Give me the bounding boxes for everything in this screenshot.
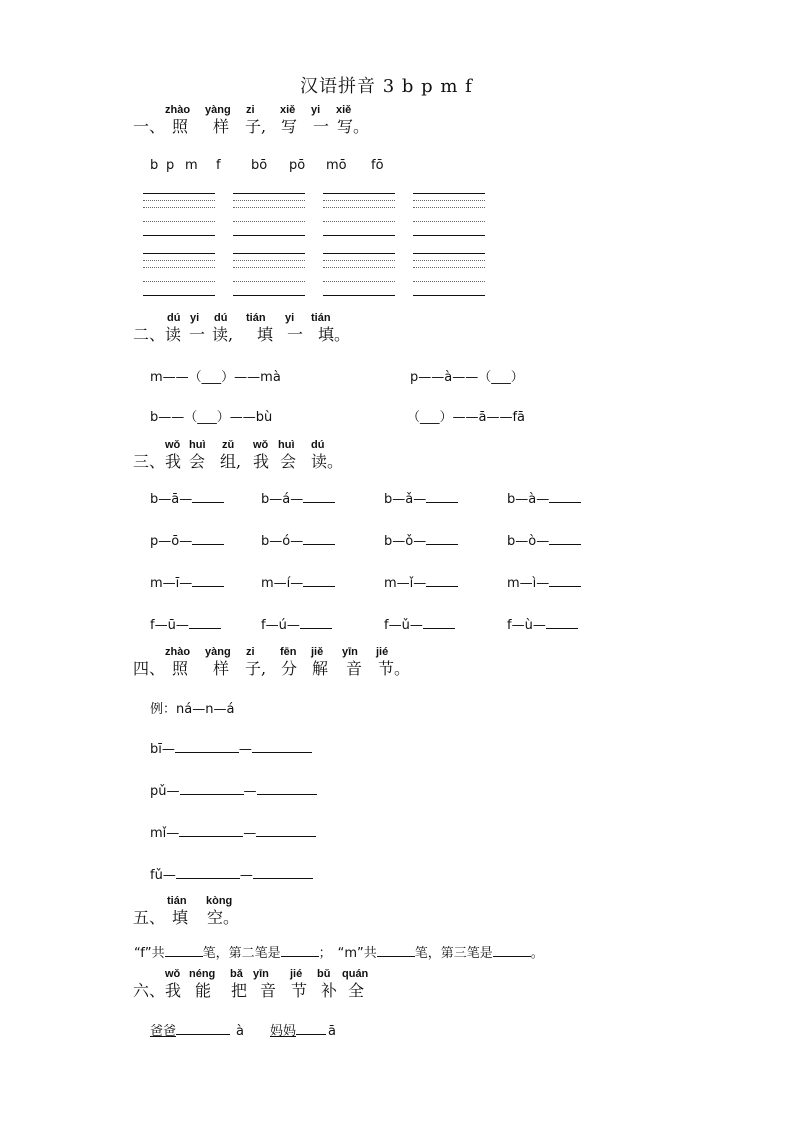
grid-line — [233, 253, 305, 254]
compose-prefix: b—ò— — [507, 534, 550, 549]
pinyin: wǒ — [165, 968, 181, 980]
fill-item[interactable]: b——（___）——bù — [150, 410, 273, 425]
compose-item[interactable] — [150, 490, 224, 507]
example-text: 例：ná—n—á — [150, 702, 235, 717]
pinyin: tián — [167, 895, 187, 907]
heading-char: 读。 — [311, 452, 344, 471]
heading-char: 全 — [348, 981, 365, 1000]
grid-line — [233, 295, 305, 296]
sentence-part: “m”共 — [337, 946, 377, 961]
grid-line — [413, 281, 485, 282]
heading-char: 照 — [172, 659, 189, 678]
fill-item[interactable]: p——à——（___） — [410, 370, 524, 385]
pinyin: xiě — [336, 104, 352, 116]
compose-prefix: m—ī— — [150, 576, 193, 591]
blank[interactable] — [426, 574, 458, 587]
compose-prefix: b—ǒ— — [384, 534, 427, 549]
pinyin: yàng — [205, 646, 231, 658]
sample-syllable: pō — [289, 158, 306, 173]
compose-prefix: m—ǐ— — [384, 576, 427, 591]
grid-line — [233, 267, 305, 268]
pinyin: zi — [246, 104, 255, 116]
heading-char: 子, — [245, 117, 267, 136]
heading-char: 一 — [313, 117, 330, 136]
sample-letter: b — [150, 158, 159, 173]
pinyin: tián — [311, 312, 331, 324]
section-number: 一、 — [133, 117, 166, 136]
decompose-item — [150, 866, 313, 883]
grid-line — [143, 295, 215, 296]
heading-char: 一 — [189, 325, 206, 344]
compose-item[interactable] — [384, 616, 455, 633]
compose-item[interactable] — [507, 532, 581, 549]
pinyin: yīn — [342, 646, 358, 658]
grid-line — [323, 253, 395, 254]
syllable: pǔ— — [150, 784, 180, 799]
grid-line — [143, 253, 215, 254]
pinyin: yi — [190, 312, 200, 324]
pinyin: zhào — [165, 104, 191, 116]
blank[interactable] — [303, 532, 335, 545]
dash: — — [238, 742, 252, 757]
compose-prefix: m—ì— — [507, 576, 550, 591]
grid-line — [323, 260, 395, 261]
sample-letter: f — [216, 158, 221, 173]
pinyin: zhào — [165, 646, 191, 658]
compose-prefix: f—ù— — [507, 618, 546, 633]
pinyin: jié — [376, 646, 389, 658]
compose-item[interactable] — [384, 574, 458, 591]
sample-syllable: fō — [371, 158, 384, 173]
grid-line — [413, 235, 485, 236]
grid-line — [413, 221, 485, 222]
blank[interactable] — [192, 532, 224, 545]
dash: — — [243, 784, 257, 799]
heading-char: 把 — [231, 981, 248, 1000]
pinyin: jiě — [311, 646, 324, 658]
grid-line — [323, 295, 395, 296]
grid-line — [143, 235, 215, 236]
heading-char: 我 — [165, 981, 182, 1000]
syllable: bī— — [150, 742, 175, 757]
pinyin: dú — [311, 439, 325, 451]
compose-item[interactable] — [150, 616, 221, 633]
blank[interactable] — [493, 944, 531, 957]
blank[interactable] — [546, 616, 578, 629]
compose-item[interactable] — [150, 532, 224, 549]
compose-prefix: f—ū— — [150, 618, 189, 633]
grid-line — [413, 253, 485, 254]
grid-line — [323, 193, 395, 194]
sentence-part: 笔，第二笔是 — [202, 946, 281, 961]
sample-letter: p — [166, 158, 175, 173]
grid-line — [143, 193, 215, 194]
blank[interactable] — [377, 944, 415, 957]
blank[interactable] — [176, 1022, 230, 1035]
blank[interactable] — [423, 616, 455, 629]
compose-prefix: b—ó— — [261, 534, 304, 549]
blank[interactable] — [303, 490, 335, 503]
syllable: mǐ— — [150, 826, 180, 841]
pinyin: yīn — [253, 968, 269, 980]
heading-char: 子, — [245, 659, 267, 678]
compose-item[interactable] — [261, 616, 332, 633]
word: 妈妈 — [270, 1024, 297, 1039]
compose-item[interactable] — [507, 490, 581, 507]
heading-char: 音 — [260, 981, 277, 1000]
grid-line — [413, 207, 485, 208]
blank[interactable] — [257, 782, 317, 795]
decompose-item — [150, 740, 312, 757]
grid-line — [323, 221, 395, 222]
heading-char: 空。 — [207, 908, 240, 927]
pinyin: kòng — [206, 895, 233, 907]
blank[interactable] — [296, 1022, 326, 1035]
pinyin: huì — [278, 439, 295, 451]
pinyin: fēn — [280, 646, 297, 658]
fill-item[interactable]: m——（___）——mà — [150, 370, 281, 385]
pinyin: tián — [246, 312, 266, 324]
heading-char: 解 — [312, 659, 329, 678]
pinyin: dú — [214, 312, 228, 324]
word: 爸爸 — [150, 1024, 177, 1039]
compose-prefix: b—à— — [507, 492, 550, 507]
blank[interactable] — [300, 616, 332, 629]
grid-line — [233, 193, 305, 194]
heading-char: 读 — [165, 325, 182, 344]
grid-line — [233, 207, 305, 208]
compose-item[interactable] — [261, 490, 335, 507]
blank[interactable] — [192, 574, 224, 587]
heading-char: 填。 — [318, 325, 351, 344]
heading-char: 节。 — [378, 659, 411, 678]
section-number: 六、 — [133, 981, 166, 1000]
heading-char: 写。 — [337, 117, 370, 136]
heading-char: 照 — [172, 117, 189, 136]
blank[interactable] — [179, 824, 243, 837]
pinyin: wǒ — [253, 439, 269, 451]
heading-char: 我 — [253, 452, 270, 471]
compose-prefix: f—ǔ— — [384, 618, 423, 633]
complete-syllable-item — [150, 1020, 244, 1039]
sentence-part: ； — [318, 946, 332, 961]
grid-line — [233, 200, 305, 201]
blank[interactable] — [165, 944, 203, 957]
section-number: 三、 — [133, 452, 166, 471]
grid-line — [143, 281, 215, 282]
heading-char: 音 — [346, 659, 363, 678]
grid-line — [413, 295, 485, 296]
grid-line — [323, 235, 395, 236]
syllable: fǔ— — [150, 868, 176, 883]
pinyin: yàng — [205, 104, 231, 116]
decompose-item — [150, 782, 317, 799]
complete-syllable-item — [270, 1020, 336, 1039]
pinyin: huì — [189, 439, 206, 451]
pinyin: bǎ — [230, 968, 243, 980]
grid-line — [323, 281, 395, 282]
heading-char: 会 — [189, 452, 206, 471]
blank[interactable] — [549, 574, 581, 587]
sentence-part: “f”共 — [134, 946, 165, 961]
blank[interactable] — [253, 866, 313, 879]
heading-char: 节 — [291, 981, 308, 1000]
blank[interactable] — [303, 574, 335, 587]
grid-line — [233, 221, 305, 222]
pinyin: quán — [342, 968, 369, 980]
compose-prefix: b—ā— — [150, 492, 193, 507]
compose-prefix: m—í— — [261, 576, 304, 591]
heading-char: 读, — [212, 325, 234, 344]
fill-sentence — [134, 942, 544, 961]
grid-line — [323, 267, 395, 268]
sample-syllable: bō — [251, 158, 268, 173]
compose-item[interactable] — [507, 574, 581, 591]
compose-item[interactable] — [261, 574, 335, 591]
blank[interactable] — [192, 490, 224, 503]
grid-line — [143, 260, 215, 261]
compose-item[interactable] — [384, 532, 458, 549]
grid-line — [323, 200, 395, 201]
section-number: 五、 — [133, 908, 166, 927]
grid-line — [143, 200, 215, 201]
grid-line — [143, 221, 215, 222]
decompose-item — [150, 824, 316, 841]
blank[interactable] — [176, 866, 240, 879]
heading-char: 一 — [287, 325, 304, 344]
blank[interactable] — [256, 824, 316, 837]
grid-line — [323, 207, 395, 208]
heading-char: 样 — [213, 117, 230, 136]
heading-char: 补 — [321, 981, 338, 1000]
sentence-part: 。 — [530, 946, 544, 961]
compose-prefix: p—ō— — [150, 534, 193, 549]
sentence-part: 笔，第三笔是 — [414, 946, 493, 961]
blank[interactable] — [189, 616, 221, 629]
blank[interactable] — [175, 740, 239, 753]
sample-syllable: mō — [326, 158, 347, 173]
blank[interactable] — [549, 490, 581, 503]
heading-char: 写 — [281, 117, 298, 136]
heading-char: 填 — [172, 908, 189, 927]
fill-item[interactable]: （___）——ā——fā — [407, 410, 526, 425]
pinyin: zǔ — [222, 439, 235, 451]
blank[interactable] — [180, 782, 244, 795]
heading-char: 分 — [281, 659, 298, 678]
compose-prefix: f—ú— — [261, 618, 300, 633]
grid-line — [413, 267, 485, 268]
pinyin: yi — [285, 312, 295, 324]
pinyin: xiě — [280, 104, 296, 116]
pinyin: néng — [189, 968, 216, 980]
blank[interactable] — [426, 532, 458, 545]
dash: — — [239, 868, 253, 883]
blank[interactable] — [549, 532, 581, 545]
pinyin: dú — [167, 312, 181, 324]
pinyin: bǔ — [317, 968, 331, 980]
compose-item[interactable] — [507, 616, 578, 633]
pinyin: jié — [290, 968, 303, 980]
page-title: 汉语拼音 3 b p m f — [300, 76, 473, 97]
heading-char: 能 — [195, 981, 212, 1000]
compose-item[interactable] — [150, 574, 224, 591]
heading-char: 样 — [213, 659, 230, 678]
heading-char: 组, — [220, 452, 242, 471]
heading-char: 我 — [165, 452, 182, 471]
dash: — — [243, 826, 257, 841]
compose-item[interactable] — [261, 532, 335, 549]
compose-prefix: b—ǎ— — [384, 492, 427, 507]
blank[interactable] — [252, 740, 312, 753]
section-number: 四、 — [133, 659, 166, 678]
grid-line — [233, 281, 305, 282]
compose-prefix: b—á— — [261, 492, 304, 507]
grid-line — [143, 207, 215, 208]
tail: ā — [328, 1024, 336, 1039]
grid-line — [413, 200, 485, 201]
grid-line — [233, 235, 305, 236]
compose-item[interactable] — [384, 490, 458, 507]
tail: à — [236, 1024, 244, 1039]
pinyin: yi — [311, 104, 321, 116]
blank[interactable] — [281, 944, 319, 957]
pinyin: wǒ — [165, 439, 181, 451]
section-number: 二、 — [133, 325, 166, 344]
sample-letter: m — [185, 158, 198, 173]
grid-line — [233, 260, 305, 261]
pinyin: zi — [246, 646, 255, 658]
grid-line — [413, 260, 485, 261]
heading-char: 会 — [280, 452, 297, 471]
blank[interactable] — [426, 490, 458, 503]
grid-line — [143, 267, 215, 268]
heading-char: 填 — [257, 325, 274, 344]
grid-line — [413, 193, 485, 194]
